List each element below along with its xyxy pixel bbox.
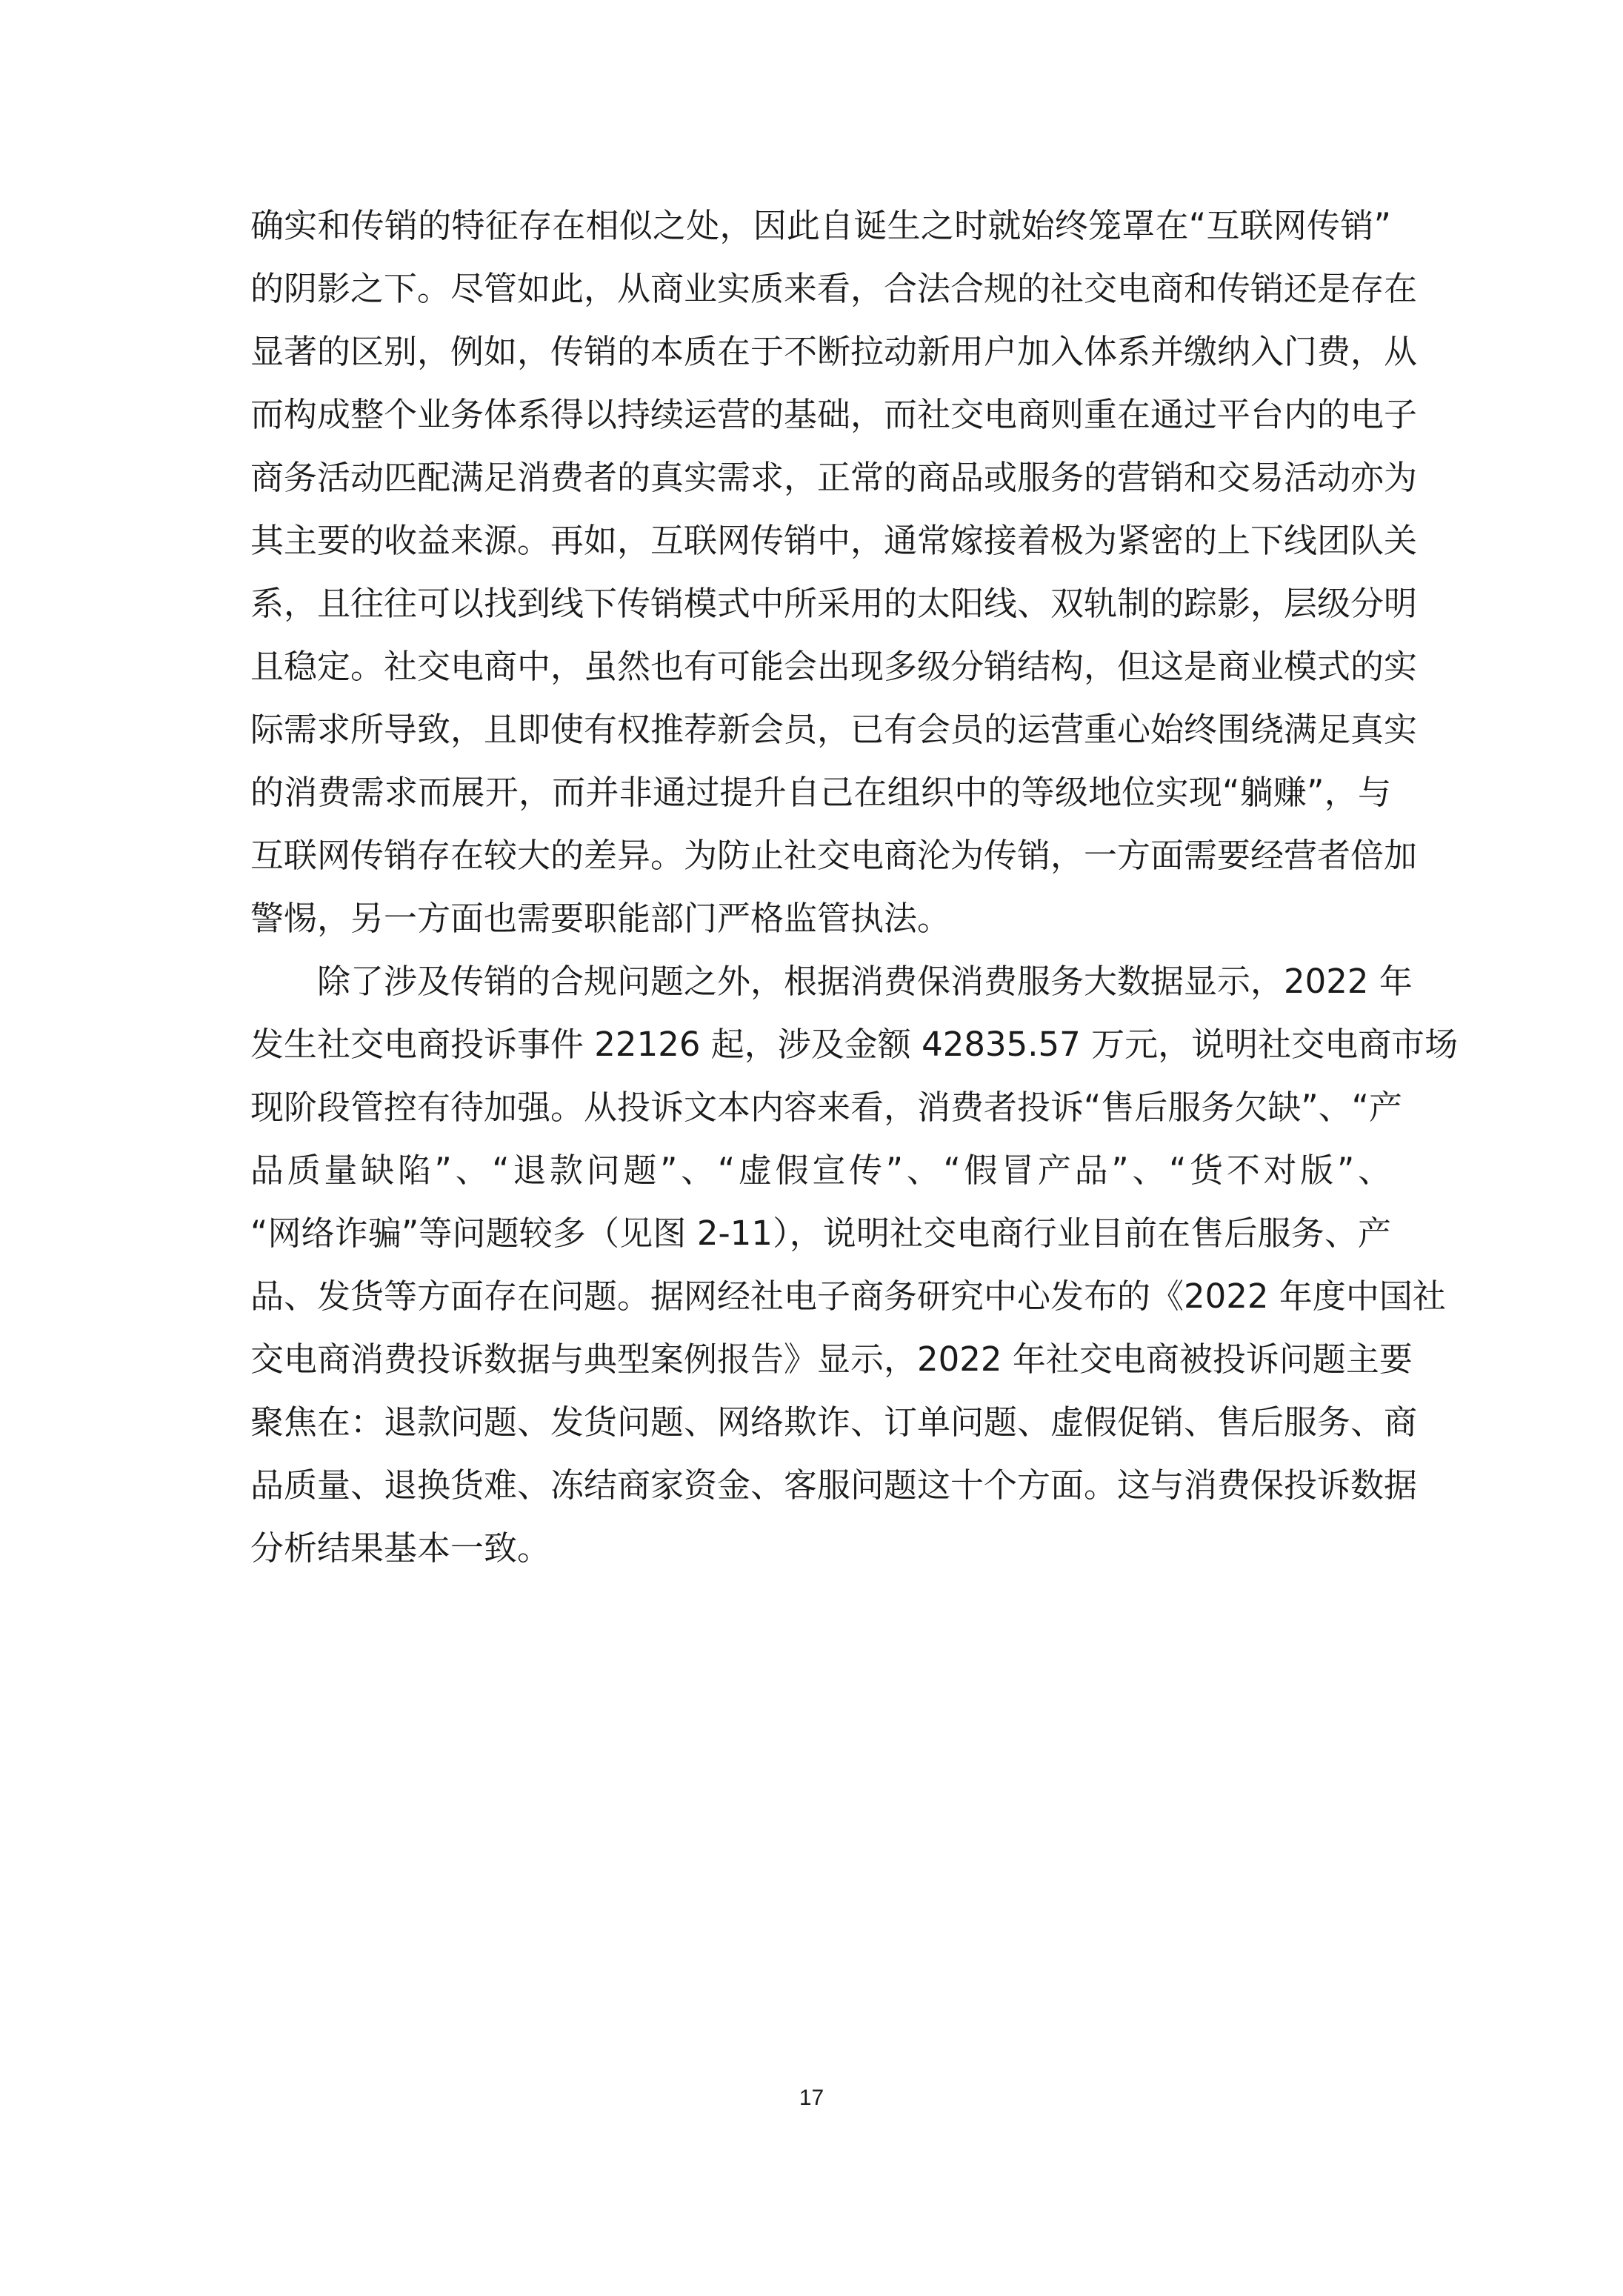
text-line: “网络诈骗”等问题较多（见图 2-11），说明社交电商行业目前在售后服务、产: [250, 1214, 1391, 1253]
text-line: 的消费需求而展开，而并非通过提升自己在组织中的等级地位实现“躺赚”，与: [250, 773, 1391, 812]
text-line: 确实和传销的特征存在相似之处，因此自诞生之时就始终笼罩在“互联网传销”: [250, 206, 1391, 245]
text-line: 际需求所导致，且即使有权推荐新会员，已有会员的运营重心始终围绕满足真实: [250, 710, 1418, 749]
text-line: 警惕，另一方面也需要职能部门严格监管执法。: [250, 899, 951, 938]
body-text: [250, 194, 1459, 1580]
text-line: 系，且往往可以找到线下传销模式中所采用的太阳线、双轨制的踪影，层级分明: [250, 584, 1418, 623]
text-line: 交电商消费投诉数据与典型案例报告》显示，2022 年社交电商被投诉问题主要: [250, 1340, 1413, 1379]
text-line: 显著的区别，例如，传销的本质在于不断拉动新用户加入体系并缴纳入门费，从: [250, 332, 1418, 371]
text-line: 品质量缺陷”、“退款问题”、“虚假宣传”、“假冒产品”、“货不对版”、: [250, 1151, 1391, 1190]
text-line: 互联网传销存在较大的差异。为防止社交电商沦为传销，一方面需要经营者倍加: [250, 836, 1418, 875]
paragraph-2: [250, 950, 1459, 1580]
text-line: 聚焦在：退款问题、发货问题、网络欺诈、订单问题、虚假促销、售后服务、商: [250, 1402, 1418, 1442]
text-line: 的阴影之下。尽管如此，从商业实质来看，合法合规的社交电商和传销还是存在: [250, 269, 1418, 308]
text-line: 且稳定。社交电商中，虽然也有可能会出现多级分销结构，但这是商业模式的实: [250, 647, 1418, 686]
text-line: 发生社交电商投诉事件 22126 起，涉及金额 42835.57 万元，说明社交电商市场: [250, 1025, 1459, 1064]
page-number: 17: [799, 2086, 824, 2110]
text-line: 品、发货等方面存在问题。据网经社电子商务研究中心发布的《2022 年度中国社: [250, 1277, 1446, 1316]
paragraph-1: [250, 194, 1418, 950]
text-line: 其主要的收益来源。再如，互联网传销中，通常嫁接着极为紧密的上下线团队关: [250, 521, 1418, 560]
text-line: 除了涉及传销的合规问题之外，根据消费保消费服务大数据显示，2022 年: [317, 962, 1413, 1001]
text-line: 品质量、退换货难、冻结商家资金、客服问题这十个方面。这与消费保投诉数据: [250, 1465, 1418, 1505]
text-line: 现阶段管控有待加强。从投诉文本内容来看，消费者投诉“售后服务欠缺”、“产: [250, 1088, 1402, 1127]
text-line: 而构成整个业务体系得以持续运营的基础，而社交电商则重在通过平台内的电子: [250, 395, 1418, 434]
text-line: 分析结果基本一致。: [250, 1528, 551, 1568]
text-line: 商务活动匹配满足消费者的真实需求，正常的商品或服务的营销和交易活动亦为: [250, 458, 1418, 497]
